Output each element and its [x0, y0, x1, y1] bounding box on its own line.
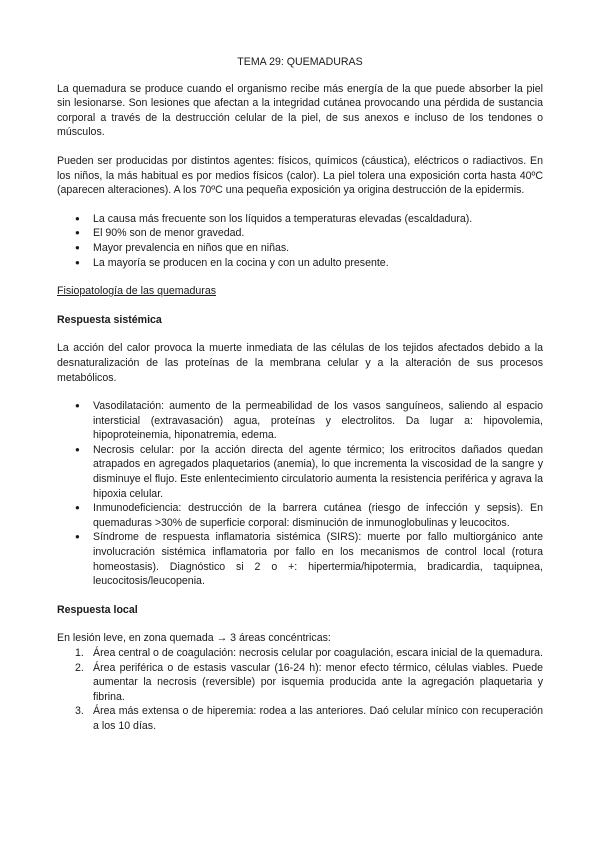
- list-item: [75, 661, 543, 705]
- page-title: TEMA 29: QUEMADURAS: [237, 56, 363, 68]
- list-item: [75, 704, 543, 733]
- list-item: ● El 90% son de menor gravedad.: [93, 226, 543, 241]
- section-subheading: Fisiopatología de las quemaduras: [57, 285, 217, 298]
- systemic-heading: Respuesta sistémica: [57, 313, 162, 326]
- intro-paragraph: La quemadura se produce cuando el organismo recibe más energía de la que puede absorber la piel sin lesionarse. Son lesiones que afectan a la integridad cutánea provocando una pérdida de sustancia corporal a través de la destrucción celular de la piel, de sus anexos e incluso de los tendones o músculos.: [57, 82, 543, 139]
- item-number: 3.: [75, 705, 84, 718]
- agents-paragraph: Pueden ser producidas por distintos agentes: físicos, químicos (cáustica), eléctricos o radiactivos. En los niños, la más habitual es por medios físicos (calor). La piel tolera una exposición corta hasta 40ºC (aparecen alteraciones). A los 70ºC una pequeña exposición ya origina destrucción de la epidermis.: [57, 154, 543, 197]
- list-item: ● La causa más frecuente son los líquidos a temperaturas elevadas (escaldadura).: [93, 212, 543, 227]
- list-item: ● Inmunodeficiencia: destrucción de la barrera cutánea (riesgo de infección y sepsis). En quemaduras >30% de superficie corporal: disminución de inmunoglobulinas y leucocitos.: [93, 501, 543, 530]
- systemic-list: [57, 399, 543, 589]
- list-item: ● Mayor prevalencia en niños que en niñas.: [93, 241, 543, 256]
- document-page: [57, 55, 543, 734]
- list-item: ● La mayoría se producen en la cocina y con un adulto presente.: [93, 256, 543, 271]
- local-paragraph: En lesión leve, en zona quemada → 3 áreas concéntricas:: [57, 632, 331, 645]
- list-item: ● Vasodilatación: aumento de la permeabilidad de los vasos sanguíneos, saliendo al espacio intersticial (extravasación) agua, proteínas y electrolitos. Da lugar a: hipovolemia, hipoproteinemia, hiponatremia, edema.: [93, 399, 543, 443]
- systemic-paragraph: La acción del calor provoca la muerte inmediata de las células de los tejidos afectados debido a la desnaturalización de las proteínas de la membrana celular y a la alteración de sus procesos metabólicos.: [57, 342, 543, 384]
- list-item: ● Necrosis celular: por la acción directa del agente térmico; los eritrocitos dañados quedan atrapados en agregados plaquetarios (anemia), lo que incrementa la viscosidad de la sangre y disminuye el flujo. Este enlentecimiento circulatorio aumenta la resistencia periférica y agrava la hipoxia celular.: [93, 443, 543, 501]
- local-list: [57, 646, 543, 734]
- facts-list: [57, 212, 543, 270]
- list-item: [75, 646, 543, 661]
- item-text: Área más extensa o de hiperemia: rodea a las anteriores. Daó celular mínico con recuperación a los 10 días.: [93, 705, 543, 732]
- item-number: 1.: [75, 647, 84, 659]
- local-heading: Respuesta local: [57, 603, 138, 616]
- item-text: Área periférica o de estasis vascular (16-24 h): menor efecto térmico, células viables. Puede aumentar la necrosis (reversible) por isquemia producida ante la agregación plaquetaria y fibrina.: [93, 661, 543, 703]
- item-text: Área central o de coagulación: necrosis celular por coagulación, escara inicial de la quemadura.: [93, 647, 543, 659]
- item-number: 2.: [75, 661, 84, 674]
- list-item: ● Síndrome de respuesta inflamatoria sistémica (SIRS): muerte por fallo multiorgánico ante involucración sistémica inflamatoria por fallo en los mecanismos de control local (rotura homeostasis). Diagnóstico si 2 o +: hipertermia/hipotermia, bradicardia, taquipnea, leucocitosis/leucopenia.: [93, 530, 543, 588]
